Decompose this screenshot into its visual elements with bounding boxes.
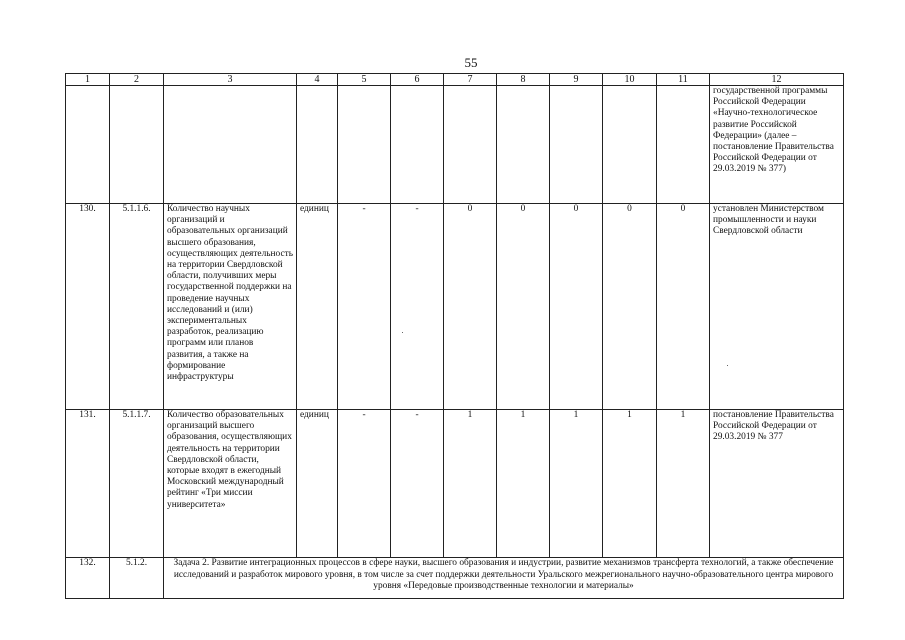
header-row bbox=[66, 74, 844, 86]
header-cell: 12 bbox=[710, 74, 844, 86]
value-cell: 0 bbox=[444, 204, 497, 410]
table-cell bbox=[164, 86, 297, 204]
value-cell: - bbox=[391, 410, 444, 558]
header-cell: 4 bbox=[297, 74, 338, 86]
scan-speck bbox=[727, 365, 728, 366]
row-code: 5.1.1.7. bbox=[110, 410, 164, 558]
value-cell: 1 bbox=[603, 410, 657, 558]
header-cell: 6 bbox=[391, 74, 444, 86]
value-cell: 0 bbox=[497, 204, 550, 410]
value-cell: 1 bbox=[657, 410, 710, 558]
row-number: 130. bbox=[66, 204, 110, 410]
header-cell: 8 bbox=[497, 74, 550, 86]
value-cell: 1 bbox=[497, 410, 550, 558]
table-cell bbox=[110, 86, 164, 204]
header-cell: 2 bbox=[110, 74, 164, 86]
indicator-name: Количество образовательных организаций высшего образования, осуществляющих деятельность на территории Свердловской области, которые входят в ежегодный Московский международный рейтинг «Три миссии университета» bbox=[164, 410, 297, 558]
value-cell: - bbox=[338, 410, 391, 558]
value-cell: 0 bbox=[550, 204, 603, 410]
basis-cell: постановление Правительства Российской Федерации от 29.03.2019 № 377 bbox=[710, 410, 844, 558]
table-cell bbox=[550, 86, 603, 204]
table-cell bbox=[297, 86, 338, 204]
table-row bbox=[66, 410, 844, 558]
indicator-name: Количество научных организаций и образовательных организаций высшего образования, осуществляющих деятельность на территории Свердловской области, получивших меры государственной поддержки на проведение научных исследований и (или) экспериментальных разработок, реализацию программ или планов развития, а также на формирование инфраструктуры bbox=[164, 204, 297, 410]
table-cell bbox=[497, 86, 550, 204]
value-cell: 1 bbox=[550, 410, 603, 558]
basis-cell: государственной программы Российской Федерации «Научно-технологическое развитие Российской Федерации» (далее – постановление Правительства Российской Федерации от 29.03.2019 № 377) bbox=[710, 86, 844, 204]
row-number: 132. bbox=[66, 558, 110, 599]
table-cell bbox=[66, 86, 110, 204]
row-code: 5.1.2. bbox=[110, 558, 164, 599]
scan-speck bbox=[402, 332, 403, 333]
table-cell bbox=[338, 86, 391, 204]
header-cell: 5 bbox=[338, 74, 391, 86]
table-row-continuation bbox=[66, 86, 844, 204]
row-number: 131. bbox=[66, 410, 110, 558]
indicators-table bbox=[65, 73, 844, 599]
header-cell: 11 bbox=[657, 74, 710, 86]
table-cell bbox=[603, 86, 657, 204]
table-cell bbox=[657, 86, 710, 204]
value-cell: - bbox=[338, 204, 391, 410]
value-cell: 1 bbox=[444, 410, 497, 558]
table-cell bbox=[391, 86, 444, 204]
task-description: Задача 2. Развитие интеграционных процессов в сфере науки, высшего образования и индустрии, развитие механизмов трансферта технологий, а также обеспечение исследований и разработок мирового уровня, в том числе за счет поддержки деятельности Уральского межрегионального научно-образовательного центра мирового уровня «Передовые производственные технологии и материалы» bbox=[164, 558, 844, 599]
page-number: 55 bbox=[464, 55, 478, 70]
row-code: 5.1.1.6. bbox=[110, 204, 164, 410]
basis-cell: установлен Министерством промышленности и науки Свердловской области bbox=[710, 204, 844, 410]
value-cell: - bbox=[391, 204, 444, 410]
header-cell: 9 bbox=[550, 74, 603, 86]
header-cell: 10 bbox=[603, 74, 657, 86]
header-cell: 3 bbox=[164, 74, 297, 86]
value-cell: 0 bbox=[657, 204, 710, 410]
header-cell: 1 bbox=[66, 74, 110, 86]
header-cell: 7 bbox=[444, 74, 497, 86]
table-row bbox=[66, 204, 844, 410]
task-row bbox=[66, 558, 844, 599]
table-cell bbox=[444, 86, 497, 204]
unit-cell: единиц bbox=[297, 204, 338, 410]
value-cell: 0 bbox=[603, 204, 657, 410]
unit-cell: единиц bbox=[297, 410, 338, 558]
